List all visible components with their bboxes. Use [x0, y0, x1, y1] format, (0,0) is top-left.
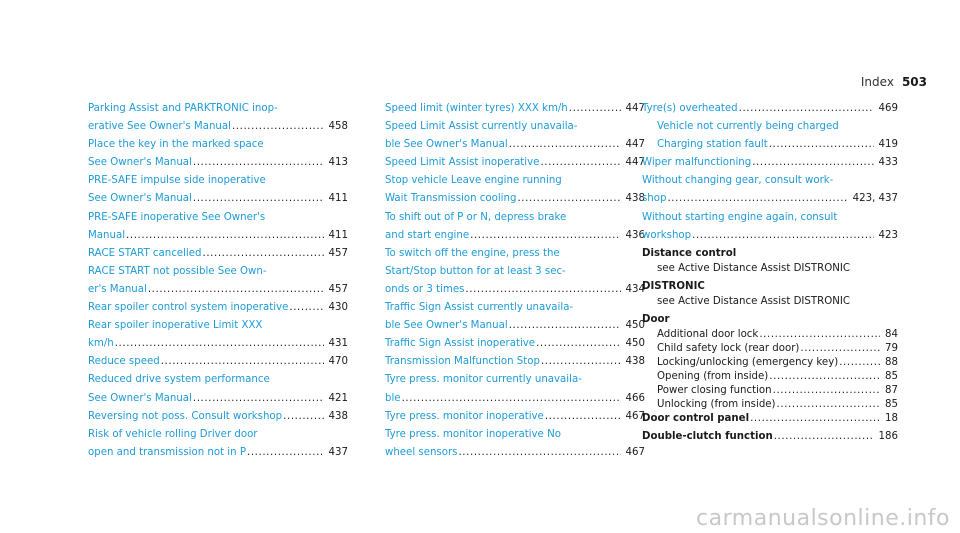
index-entry[interactable] [642, 121, 898, 139]
index-entry[interactable] [385, 356, 645, 374]
leader-dots [800, 343, 880, 354]
entry-text[interactable]: onds or 3 times [385, 283, 465, 295]
subentry-page: 85 [885, 370, 898, 382]
leader-dots [777, 399, 881, 410]
index-entry[interactable] [385, 212, 645, 230]
index-label: Index [860, 75, 894, 89]
index-entry[interactable] [385, 175, 645, 193]
leader-dots [126, 230, 324, 241]
entry-page: 447 [625, 157, 645, 169]
entry-text[interactable]: See Owner's Manual [88, 193, 192, 205]
entry-page: 450 [625, 320, 645, 332]
entry-heading: Double-clutch function [642, 430, 773, 442]
index-entry[interactable] [642, 193, 898, 211]
entry-page: 18 [885, 412, 898, 424]
leader-dots [289, 302, 323, 313]
subentry-page: 84 [885, 328, 898, 340]
index-entry[interactable] [385, 302, 645, 320]
entry-page: 466 [625, 392, 645, 404]
entry-text[interactable]: Speed limit (winter tyres) XXX km/h [385, 103, 568, 114]
entry-text[interactable]: Tyre press. monitor inoperative No [385, 428, 561, 440]
door-subentry [642, 399, 898, 413]
entry-page: 437 [328, 446, 348, 458]
page-number: 503 [901, 75, 927, 89]
entry-text[interactable]: Speed Limit Assist currently unavaila- [385, 121, 578, 133]
index-entry[interactable] [88, 248, 348, 266]
entry-text[interactable]: Place the key in the marked space [88, 139, 264, 151]
entry-page: 431 [328, 338, 348, 350]
entry-page: 467 [625, 446, 645, 458]
entry-page: 438 [328, 410, 348, 422]
entry-heading: Door control panel [642, 412, 750, 424]
index-entry[interactable] [385, 338, 645, 356]
watermark: carmanualsonline.info [696, 506, 950, 531]
index-column-3 [642, 103, 898, 449]
entry-text[interactable]: open and transmission not in P [88, 446, 246, 458]
index-entry[interactable] [385, 193, 645, 211]
door-subentry [642, 343, 898, 357]
entry-text[interactable]: Tyre press. monitor currently unavaila- [385, 374, 582, 386]
entry-text[interactable]: Vehicle not currently being charged [657, 121, 839, 133]
entry-text[interactable]: Manual [88, 229, 126, 241]
index-entry[interactable] [385, 121, 645, 139]
entry-page: 419 [878, 139, 898, 151]
entry-text[interactable]: See Owner's Manual [88, 392, 192, 404]
entry-page: 457 [328, 283, 348, 295]
leader-dots [193, 157, 324, 168]
subentry-page: 87 [885, 384, 898, 396]
index-entry[interactable] [385, 139, 645, 157]
index-entry[interactable] [88, 356, 348, 374]
entry-text[interactable]: See Owner's Manual [88, 157, 192, 169]
entry-text[interactable]: ble See Owner's Manual [385, 320, 508, 332]
entry-text[interactable]: Rear spoiler inoperative Limit XXX [88, 320, 263, 332]
entry-text[interactable]: Tyre(s) overheated [642, 103, 738, 114]
door-subentry [642, 329, 898, 343]
page-header [861, 75, 927, 89]
index-entry[interactable] [88, 266, 348, 284]
leader-dots [470, 230, 620, 241]
index-entry[interactable] [385, 157, 645, 175]
index-entry[interactable] [88, 157, 348, 175]
entry-page: 421 [328, 392, 348, 404]
entry-text[interactable]: To switch off the engine, press the [385, 247, 560, 259]
entry-text[interactable]: Without starting engine again, consult [642, 211, 838, 223]
leader-dots [692, 230, 873, 241]
index-entry[interactable] [88, 193, 348, 211]
entry-text[interactable]: Rear spoiler control system inoperative [88, 302, 289, 314]
leader-dots [750, 413, 880, 424]
entry-text[interactable]: and start engine [385, 229, 470, 241]
index-entry[interactable] [385, 248, 645, 266]
index-entry[interactable] [88, 284, 348, 302]
index-entry[interactable] [642, 175, 898, 193]
see-reference: see Active Distance Assist DISTRONIC [657, 262, 850, 274]
entry-page: 458 [328, 121, 348, 133]
entry-text[interactable]: Reduced drive system performance [88, 374, 270, 386]
entry-page: 467 [625, 410, 645, 422]
entry-text[interactable]: er's Manual [88, 283, 147, 295]
entry-text[interactable]: Without changing gear, consult work- [642, 175, 834, 187]
entry-text[interactable]: Start/Stop button for at least 3 sec- [385, 265, 566, 277]
entry-text[interactable]: Stop vehicle Leave engine running [385, 175, 562, 187]
subentry-page: 79 [885, 342, 898, 354]
subentry-text: Power closing function [657, 384, 772, 396]
index-entry[interactable] [385, 429, 645, 447]
leader-dots [517, 193, 620, 204]
entry-page: 457 [328, 247, 348, 259]
entry-heading: Distance control [642, 247, 737, 259]
leader-dots [739, 103, 874, 114]
entry-text[interactable]: Reversing not poss. Consult workshop [88, 410, 283, 422]
entry-text[interactable]: Wait Transmission cooling [385, 193, 517, 205]
entry-text[interactable]: Traffic Sign Assist currently unavaila- [385, 302, 574, 314]
entry-page: 434 [625, 283, 645, 295]
leader-dots [402, 393, 621, 404]
leader-dots [247, 447, 324, 458]
leader-dots [193, 193, 324, 204]
entry-page: 186 [878, 430, 898, 442]
entry-page: 433 [878, 157, 898, 169]
leader-dots [773, 385, 880, 396]
leader-dots [752, 157, 873, 168]
entry-text[interactable]: shop [642, 193, 667, 205]
entry-page: 423, 437 [852, 193, 898, 205]
subentry-page: 88 [885, 356, 898, 368]
entry-page: 450 [625, 338, 645, 350]
leader-dots [769, 371, 880, 382]
entry-page: 438 [625, 356, 645, 368]
leader-dots [161, 356, 324, 367]
subentry-page: 85 [885, 398, 898, 410]
entry-text[interactable]: wheel sensors [385, 446, 458, 458]
subentry-text: Additional door lock [657, 328, 759, 340]
index-entry[interactable] [385, 374, 645, 392]
door-heading: Door [642, 313, 670, 325]
entry-page: 411 [328, 193, 348, 205]
leader-dots [115, 338, 324, 349]
entry-text[interactable]: ble See Owner's Manual [385, 139, 508, 151]
subentry-text: Locking/unlocking (emergency key) [657, 356, 839, 368]
leader-dots [569, 103, 621, 114]
index-entry[interactable] [385, 103, 645, 121]
entry-text[interactable]: erative See Owner's Manual [88, 121, 231, 133]
entry-page: 436 [625, 229, 645, 241]
door-subentry [642, 357, 898, 371]
subentry-text: Child safety lock (rear door) [657, 342, 800, 354]
leader-dots [540, 157, 620, 168]
entry-text[interactable]: workshop [642, 229, 692, 241]
entry-page: 447 [625, 103, 645, 114]
index-entry[interactable] [88, 447, 348, 465]
door-subentry [642, 385, 898, 399]
subentry-text: Unlocking (from inside) [657, 398, 776, 410]
leader-dots [458, 447, 620, 458]
index-entry[interactable] [88, 338, 348, 356]
index-entry[interactable] [385, 284, 645, 302]
entry-page: 470 [328, 356, 348, 368]
leader-dots [148, 284, 324, 295]
entry-heading: DISTRONIC [642, 280, 705, 292]
index-entry-bold [642, 413, 898, 431]
index-column-1 [88, 103, 348, 465]
index-entry[interactable] [88, 175, 348, 193]
index-entry[interactable] [385, 320, 645, 338]
index-entry[interactable] [385, 447, 645, 465]
index-entry[interactable] [88, 230, 348, 248]
leader-dots [465, 284, 620, 295]
index-entry[interactable] [642, 103, 898, 121]
leader-dots [769, 139, 874, 150]
entry-text[interactable]: PRE-SAFE impulse side inoperative [88, 175, 266, 187]
entry-text[interactable]: Charging station fault [657, 139, 768, 151]
entry-text[interactable]: Wiper malfunctioning [642, 157, 752, 169]
index-entry[interactable] [642, 157, 898, 175]
door-subentry [642, 371, 898, 385]
leader-dots [774, 431, 874, 442]
index-entry[interactable] [385, 266, 645, 284]
entry-text[interactable]: Speed Limit Assist inoperative [385, 157, 540, 169]
leader-dots [232, 121, 324, 132]
entry-page: 423 [878, 229, 898, 241]
leader-dots [759, 329, 880, 340]
entry-text[interactable]: PRE-SAFE inoperative See Owner's [88, 211, 266, 223]
leader-dots [193, 393, 324, 404]
entry-text[interactable]: Traffic Sign Assist inoperative [385, 338, 536, 350]
index-column-2 [385, 103, 645, 465]
entry-text[interactable]: RACE START cancelled [88, 247, 202, 259]
index-entry[interactable] [88, 429, 348, 447]
entry-page: 438 [625, 193, 645, 205]
leader-dots [536, 338, 620, 349]
entry-text[interactable]: To shift out of P or N, depress brake [385, 211, 567, 223]
leader-dots [283, 411, 323, 422]
entry-text[interactable]: Tyre press. monitor inoperative [385, 410, 544, 422]
entry-page: 411 [328, 229, 348, 241]
entry-text[interactable]: Parking Assist and PARKTRONIC inop- [88, 103, 278, 114]
entry-text[interactable]: Risk of vehicle rolling Driver door [88, 428, 258, 440]
subentry-text: Opening (from inside) [657, 370, 769, 382]
leader-dots [667, 193, 847, 204]
entry-page: 447 [625, 139, 645, 151]
index-entry[interactable] [88, 374, 348, 392]
entry-page: 469 [878, 103, 898, 114]
index-entry-bold [642, 431, 898, 449]
index-entry[interactable] [88, 393, 348, 411]
entry-page: 413 [328, 157, 348, 169]
index-entry[interactable] [88, 103, 348, 121]
see-reference: see Active Distance Assist DISTRONIC [657, 295, 850, 307]
index-entry[interactable] [385, 230, 645, 248]
entry-text[interactable]: ble [385, 392, 401, 404]
leader-dots [541, 356, 621, 367]
entry-page: 430 [328, 302, 348, 314]
index-entry[interactable] [88, 139, 348, 157]
index-entry[interactable] [88, 302, 348, 320]
index-entry[interactable] [642, 230, 898, 248]
index-entry[interactable] [88, 212, 348, 230]
entry-text[interactable]: Reduce speed [88, 356, 160, 368]
index-entry[interactable] [642, 139, 898, 157]
index-entry[interactable] [88, 411, 348, 429]
entry-text[interactable]: RACE START not possible See Own- [88, 265, 267, 277]
leader-dots [839, 357, 880, 368]
index-entry[interactable] [385, 411, 645, 429]
index-entry[interactable] [642, 212, 898, 230]
leader-dots [509, 320, 621, 331]
entry-text[interactable]: Transmission Malfunction Stop [385, 356, 540, 368]
entry-text[interactable]: km/h [88, 338, 114, 350]
index-entry[interactable] [88, 121, 348, 139]
index-entry[interactable] [385, 393, 645, 411]
leader-dots [545, 411, 621, 422]
index-entry[interactable] [88, 320, 348, 338]
leader-dots [509, 139, 621, 150]
leader-dots [202, 248, 323, 259]
